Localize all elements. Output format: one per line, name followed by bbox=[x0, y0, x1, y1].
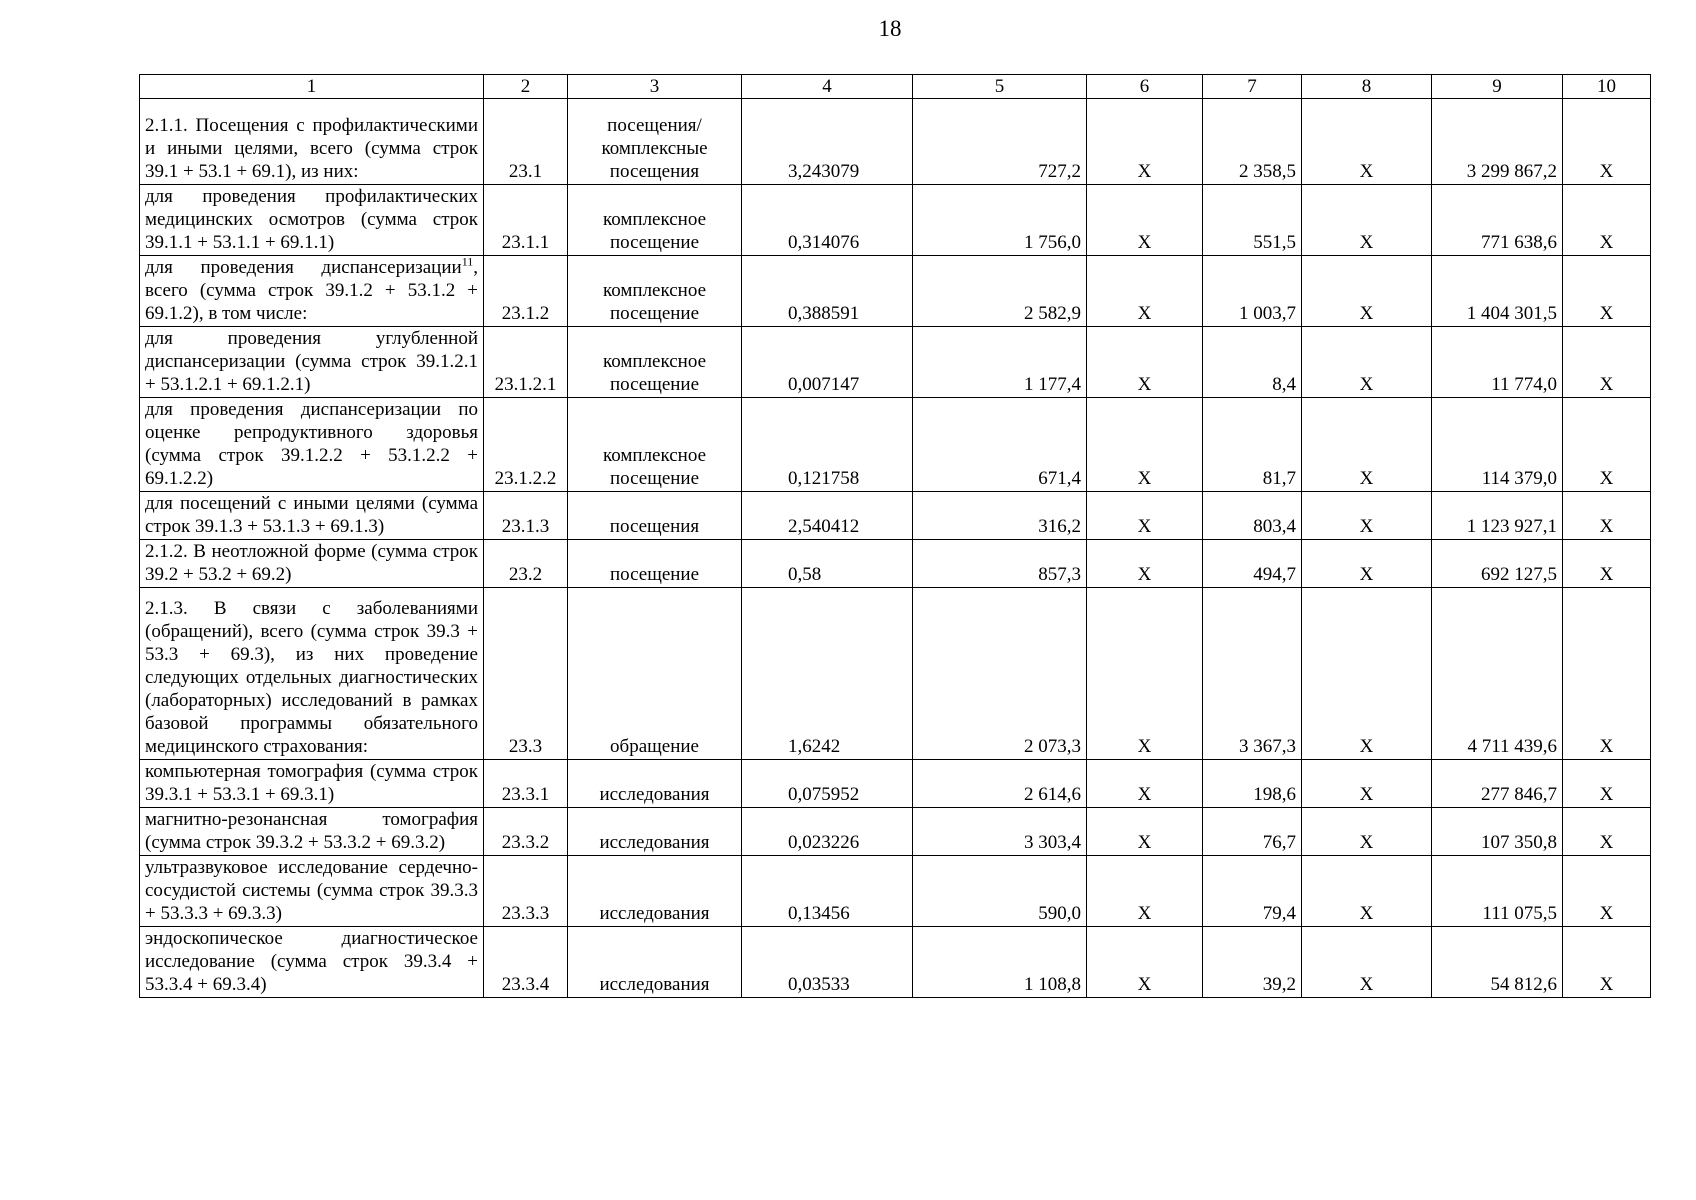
row-col6: X bbox=[1087, 760, 1203, 808]
row-col7: 551,5 bbox=[1203, 185, 1302, 256]
row-code: 23.3.3 bbox=[484, 856, 568, 927]
row-col10: X bbox=[1563, 185, 1651, 256]
row-col8: X bbox=[1302, 185, 1432, 256]
table-header-row bbox=[140, 75, 1651, 99]
row-name: компьютерная томография (сумма строк 39.3.1 + 53.3.1 + 69.3.1) bbox=[140, 760, 484, 808]
row-col7: 3 367,3 bbox=[1203, 588, 1302, 760]
row-col7: 79,4 bbox=[1203, 856, 1302, 927]
row-name-text: для проведения диспансеризации bbox=[145, 257, 462, 278]
row-name: для проведения углубленной диспансеризации (сумма строк 39.1.2.1 + 53.1.2.1 + 69.1.2.1) bbox=[140, 327, 484, 398]
row-col6: X bbox=[1087, 327, 1203, 398]
row-unit: посещения bbox=[568, 492, 742, 540]
row-unit: комплексное посещение bbox=[568, 398, 742, 492]
row-unit: комплексное посещение bbox=[568, 185, 742, 256]
row-norm: 0,075952 bbox=[742, 760, 913, 808]
row-unit: посещение bbox=[568, 540, 742, 588]
row-col10: X bbox=[1563, 256, 1651, 327]
row-col10: X bbox=[1563, 398, 1651, 492]
row-col8: X bbox=[1302, 588, 1432, 760]
row-code: 23.3.1 bbox=[484, 760, 568, 808]
row-code: 23.3.2 bbox=[484, 808, 568, 856]
table-row bbox=[140, 256, 1651, 327]
row-name: для проведения диспансеризации по оценке репродуктивного здоровья (сумма строк 39.1.2.2 + 53.1.2.2 + 69.1.2.2) bbox=[140, 398, 484, 492]
table-row bbox=[140, 808, 1651, 856]
row-col9: 692 127,5 bbox=[1432, 540, 1563, 588]
table-row bbox=[140, 760, 1651, 808]
row-cost: 2 614,6 bbox=[913, 760, 1087, 808]
column-header: 7 bbox=[1203, 75, 1302, 99]
row-col9: 3 299 867,2 bbox=[1432, 99, 1563, 185]
row-col9: 1 404 301,5 bbox=[1432, 256, 1563, 327]
row-col10: X bbox=[1563, 327, 1651, 398]
row-col8: X bbox=[1302, 99, 1432, 185]
row-col10: X bbox=[1563, 588, 1651, 760]
row-cost: 590,0 bbox=[913, 856, 1087, 927]
row-norm: 0,13456 bbox=[742, 856, 913, 927]
row-code: 23.1 bbox=[484, 99, 568, 185]
row-code: 23.3 bbox=[484, 588, 568, 760]
table-row bbox=[140, 540, 1651, 588]
row-unit: исследования bbox=[568, 760, 742, 808]
row-col6: X bbox=[1087, 185, 1203, 256]
row-norm: 0,007147 bbox=[742, 327, 913, 398]
row-norm: 1,6242 bbox=[742, 588, 913, 760]
row-norm: 0,388591 bbox=[742, 256, 913, 327]
page-number: 18 bbox=[878, 16, 902, 41]
table-row bbox=[140, 927, 1651, 998]
row-unit: посещения/ комплексные посещения bbox=[568, 99, 742, 185]
row-unit: исследования bbox=[568, 927, 742, 998]
row-col8: X bbox=[1302, 760, 1432, 808]
row-col9: 771 638,6 bbox=[1432, 185, 1563, 256]
row-col10: X bbox=[1563, 540, 1651, 588]
row-cost: 1 756,0 bbox=[913, 185, 1087, 256]
row-col10: X bbox=[1563, 492, 1651, 540]
row-col10: X bbox=[1563, 760, 1651, 808]
row-col6: X bbox=[1087, 808, 1203, 856]
row-col7: 494,7 bbox=[1203, 540, 1302, 588]
row-col6: X bbox=[1087, 856, 1203, 927]
row-cost: 1 108,8 bbox=[913, 927, 1087, 998]
row-code: 23.1.2 bbox=[484, 256, 568, 327]
row-col8: X bbox=[1302, 856, 1432, 927]
row-norm: 3,243079 bbox=[742, 99, 913, 185]
row-col9: 111 075,5 bbox=[1432, 856, 1563, 927]
column-header: 9 bbox=[1432, 75, 1563, 99]
table-row bbox=[140, 99, 1651, 185]
table-row bbox=[140, 588, 1651, 760]
row-name: эндоскопическое диагностическое исследование (сумма строк 39.3.4 + 53.3.4 + 69.3.4) bbox=[140, 927, 484, 998]
row-code: 23.2 bbox=[484, 540, 568, 588]
row-unit: комплексное посещение bbox=[568, 327, 742, 398]
row-col6: X bbox=[1087, 492, 1203, 540]
row-norm: 0,03533 bbox=[742, 927, 913, 998]
row-unit: комплексное посещение bbox=[568, 256, 742, 327]
row-col8: X bbox=[1302, 540, 1432, 588]
row-cost: 2 582,9 bbox=[913, 256, 1087, 327]
row-col9: 11 774,0 bbox=[1432, 327, 1563, 398]
row-col9: 277 846,7 bbox=[1432, 760, 1563, 808]
row-name: магнитно-резонансная томография (сумма строк 39.3.2 + 53.3.2 + 69.3.2) bbox=[140, 808, 484, 856]
row-norm: 2,540412 bbox=[742, 492, 913, 540]
row-cost: 671,4 bbox=[913, 398, 1087, 492]
table-row bbox=[140, 327, 1651, 398]
row-col8: X bbox=[1302, 327, 1432, 398]
row-cost: 2 073,3 bbox=[913, 588, 1087, 760]
row-col8: X bbox=[1302, 492, 1432, 540]
row-code: 23.1.3 bbox=[484, 492, 568, 540]
row-col6: X bbox=[1087, 398, 1203, 492]
row-name: 2.1.1. Посещения с профилактическими и иными целями, всего (сумма строк 39.1 + 53.1 + 69.1), из них: bbox=[140, 99, 484, 185]
row-name: для проведения профилактических медицинских осмотров (сумма строк 39.1.1 + 53.1.1 + 69.1.1) bbox=[140, 185, 484, 256]
table-row bbox=[140, 492, 1651, 540]
row-cost: 316,2 bbox=[913, 492, 1087, 540]
row-cost: 3 303,4 bbox=[913, 808, 1087, 856]
row-code: 23.1.2.2 bbox=[484, 398, 568, 492]
row-col9: 107 350,8 bbox=[1432, 808, 1563, 856]
row-col7: 1 003,7 bbox=[1203, 256, 1302, 327]
row-name: 2.1.2. В неотложной форме (сумма строк 39.2 + 53.2 + 69.2) bbox=[140, 540, 484, 588]
row-col6: X bbox=[1087, 927, 1203, 998]
row-col8: X bbox=[1302, 398, 1432, 492]
table-row bbox=[140, 398, 1651, 492]
footnote-marker: 11 bbox=[461, 255, 474, 269]
row-cost: 727,2 bbox=[913, 99, 1087, 185]
row-col8: X bbox=[1302, 256, 1432, 327]
row-unit: исследования bbox=[568, 856, 742, 927]
row-norm: 0,121758 bbox=[742, 398, 913, 492]
row-col10: X bbox=[1563, 808, 1651, 856]
row-code: 23.1.1 bbox=[484, 185, 568, 256]
row-unit: обращение bbox=[568, 588, 742, 760]
row-cost: 857,3 bbox=[913, 540, 1087, 588]
row-unit: исследования bbox=[568, 808, 742, 856]
data-table bbox=[139, 74, 1651, 998]
row-name bbox=[140, 256, 484, 327]
row-name: для посещений с иными целями (сумма строк 39.1.3 + 53.1.3 + 69.1.3) bbox=[140, 492, 484, 540]
row-col7: 39,2 bbox=[1203, 927, 1302, 998]
row-col9: 114 379,0 bbox=[1432, 398, 1563, 492]
row-col10: X bbox=[1563, 99, 1651, 185]
row-cost: 1 177,4 bbox=[913, 327, 1087, 398]
row-col7: 8,4 bbox=[1203, 327, 1302, 398]
row-col7: 2 358,5 bbox=[1203, 99, 1302, 185]
row-col7: 803,4 bbox=[1203, 492, 1302, 540]
row-col6: X bbox=[1087, 256, 1203, 327]
row-col6: X bbox=[1087, 99, 1203, 185]
row-col6: X bbox=[1087, 540, 1203, 588]
column-header: 5 bbox=[913, 75, 1087, 99]
row-col7: 81,7 bbox=[1203, 398, 1302, 492]
column-header: 1 bbox=[140, 75, 484, 99]
row-col9: 1 123 927,1 bbox=[1432, 492, 1563, 540]
row-name: ультразвуковое исследование сердечно-сосудистой системы (сумма строк 39.3.3 + 53.3.3 + 69.3.3) bbox=[140, 856, 484, 927]
table-row bbox=[140, 856, 1651, 927]
row-col10: X bbox=[1563, 927, 1651, 998]
row-col8: X bbox=[1302, 808, 1432, 856]
column-header: 2 bbox=[484, 75, 568, 99]
row-norm: 0,314076 bbox=[742, 185, 913, 256]
row-norm: 0,58 bbox=[742, 540, 913, 588]
row-code: 23.3.4 bbox=[484, 927, 568, 998]
column-header: 3 bbox=[568, 75, 742, 99]
column-header: 8 bbox=[1302, 75, 1432, 99]
row-name-text: , всего (сумма строк 39.1.2 + 53.1.2 + 69.1.2), в том числе: bbox=[145, 257, 478, 324]
row-code: 23.1.2.1 bbox=[484, 327, 568, 398]
row-name: 2.1.3. В связи с заболеваниями (обращений), всего (сумма строк 39.3 + 53.3 + 69.3), из них проведение следующих отдельных диагностических (лабораторных) исследований в рамках базовой программы обязательного медицинского страхования: bbox=[140, 588, 484, 760]
row-col10: X bbox=[1563, 856, 1651, 927]
row-col6: X bbox=[1087, 588, 1203, 760]
column-header: 10 bbox=[1563, 75, 1651, 99]
row-col8: X bbox=[1302, 927, 1432, 998]
column-header: 6 bbox=[1087, 75, 1203, 99]
table-row bbox=[140, 185, 1651, 256]
row-col9: 4 711 439,6 bbox=[1432, 588, 1563, 760]
row-col9: 54 812,6 bbox=[1432, 927, 1563, 998]
column-header: 4 bbox=[742, 75, 913, 99]
row-col7: 198,6 bbox=[1203, 760, 1302, 808]
row-col7: 76,7 bbox=[1203, 808, 1302, 856]
row-norm: 0,023226 bbox=[742, 808, 913, 856]
